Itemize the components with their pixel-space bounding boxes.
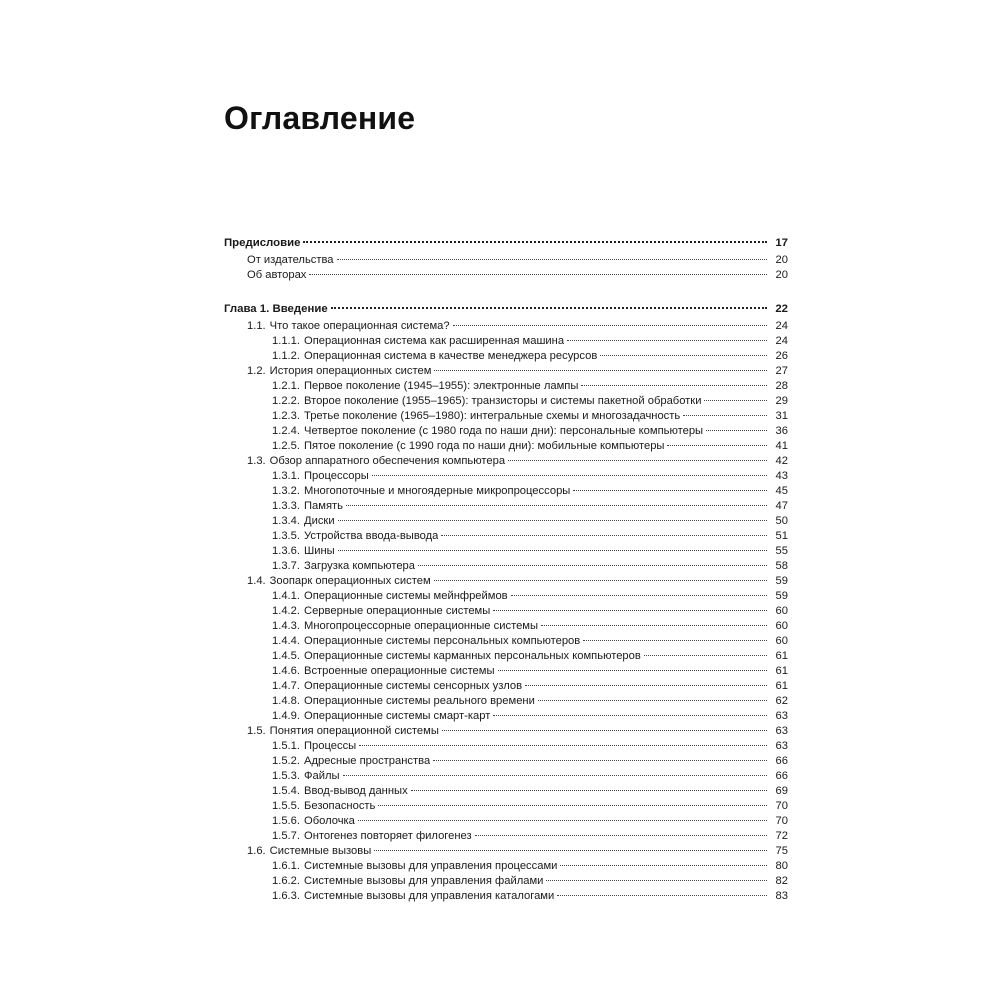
toc-section-entry[interactable] [224, 844, 788, 859]
toc-chapter-entry[interactable] [224, 234, 788, 253]
toc-entry-number: 1.2.4. [272, 425, 300, 437]
toc-entry-number: 1.3.6. [272, 545, 300, 557]
toc-entry-title: Системные вызовы для управления файлами [304, 875, 544, 887]
toc-subsection-entry[interactable] [224, 679, 788, 694]
toc-entry-page-number: 61 [775, 665, 788, 677]
toc-entry-number: 1.4.3. [272, 620, 300, 632]
dot-leader [508, 460, 767, 461]
dot-leader [309, 274, 767, 275]
toc-entry-title: Диски [304, 515, 335, 527]
toc-entry-number: 1.3.5. [272, 530, 300, 542]
toc-section-entry[interactable] [224, 724, 788, 739]
toc-section-entry[interactable] [224, 454, 788, 469]
dot-leader [358, 820, 767, 821]
toc-entry-title: Зоопарк операционных систем [269, 575, 431, 587]
toc-entry-page-number: 63 [775, 725, 788, 737]
dot-leader [434, 580, 767, 581]
toc-entry-title: Многопроцессорные операционные системы [304, 620, 539, 632]
toc-subsection-entry[interactable] [224, 634, 788, 649]
dot-leader [581, 385, 767, 386]
toc-entry-page-number: 47 [775, 500, 788, 512]
toc-entry-page-number: 31 [775, 410, 788, 422]
toc-subsection-entry[interactable] [224, 559, 788, 574]
toc-entry-page-number: 69 [775, 785, 788, 797]
page-title: Оглавление [224, 100, 416, 136]
dot-leader [378, 805, 767, 806]
toc-entry-title: Операционные системы персональных компьютеров [304, 635, 581, 647]
dot-leader [600, 355, 767, 356]
toc-entry-page-number: 83 [775, 890, 788, 902]
toc-entry-page-number: 58 [775, 560, 788, 572]
dot-leader [706, 430, 767, 431]
toc-entry-title: Память [304, 500, 343, 512]
toc-chapter-block [224, 300, 788, 904]
dot-leader [498, 670, 767, 671]
toc-subsection-entry[interactable] [224, 484, 788, 499]
toc-entry-number: 1.4.1. [272, 590, 300, 602]
dot-leader [359, 745, 767, 746]
dot-leader [583, 640, 767, 641]
toc-entry-page-number: 59 [775, 575, 788, 587]
dot-leader [434, 370, 767, 371]
toc-entry-number: 1.4.7. [272, 680, 300, 692]
toc-entry-number: 1.3.4. [272, 515, 300, 527]
toc-entry-title: Многопоточные и многоядерные микропроцессоры [304, 485, 571, 497]
dot-leader [493, 610, 767, 611]
toc-chapter-entry[interactable] [224, 300, 788, 319]
toc-entry-page-number: 28 [775, 380, 788, 392]
toc-entry-number: 1.3.7. [272, 560, 300, 572]
dot-leader [493, 715, 767, 716]
toc-subsection-entry[interactable] [224, 469, 788, 484]
toc-entry-title: Системные вызовы для управления процессами [304, 860, 558, 872]
toc-entry-title: Что такое операционная система? [269, 320, 450, 332]
toc-entry-title: Понятия операционной системы [269, 725, 439, 737]
dot-leader [433, 760, 767, 761]
dot-leader [411, 790, 767, 791]
toc-entry-page-number: 55 [775, 545, 788, 557]
toc-subsection-entry[interactable] [224, 769, 788, 784]
toc-entry-page-number: 60 [775, 620, 788, 632]
toc-entry-number: 1.1.1. [272, 335, 300, 347]
toc-subsection-entry[interactable] [224, 349, 788, 364]
toc-section-entry[interactable] [224, 574, 788, 589]
toc-entry-number: 1.4.8. [272, 695, 300, 707]
dot-leader [567, 340, 767, 341]
toc-subsection-entry[interactable] [224, 379, 788, 394]
toc-entry-title: Предисловие [224, 237, 301, 249]
toc-subsection-entry[interactable] [224, 889, 788, 904]
toc-entry-page-number: 66 [775, 770, 788, 782]
dot-leader [704, 400, 767, 401]
toc-entry-number: 1.4.5. [272, 650, 300, 662]
toc-entry-title: Системные вызовы для управления каталогами [304, 890, 555, 902]
toc-entry-page-number: 75 [775, 845, 788, 857]
dot-leader [538, 700, 767, 701]
toc-entry-number: 1.1.2. [272, 350, 300, 362]
toc-subsection-entry[interactable] [224, 829, 788, 844]
toc-entry-title: Пятое поколение (с 1990 года по наши дни): мобильные компьютеры [304, 440, 665, 452]
dot-leader [475, 835, 767, 836]
toc-entry-page-number: 45 [775, 485, 788, 497]
toc-entry-title: Операционные системы сенсорных узлов [304, 680, 523, 692]
toc-entry-page-number: 24 [775, 320, 788, 332]
toc-entry-title: Операционная система как расширенная машина [304, 335, 565, 347]
toc-subsection-entry[interactable] [224, 544, 788, 559]
toc-entry-title: Процессоры [304, 470, 369, 482]
toc-entry-title: Оболочка [304, 815, 355, 827]
toc-subsection-entry[interactable] [224, 589, 788, 604]
toc-entry-title: Первое поколение (1945–1955): электронные лампы [304, 380, 579, 392]
toc-section-entry[interactable] [224, 253, 788, 268]
toc-entry-page-number: 26 [775, 350, 788, 362]
dot-leader [346, 505, 767, 506]
toc-entry-number: 1.2.5. [272, 440, 300, 452]
toc-entry-number: 1.3.1. [272, 470, 300, 482]
toc-entry-page-number: 66 [775, 755, 788, 767]
toc-entry-number: 1.4. [247, 575, 266, 587]
toc-entry-title: Шины [304, 545, 335, 557]
toc-entry-page-number: 72 [775, 830, 788, 842]
dot-leader [374, 850, 767, 851]
toc-subsection-entry[interactable] [224, 499, 788, 514]
toc-subsection-entry[interactable] [224, 514, 788, 529]
toc-entry-title: Системные вызовы [269, 845, 372, 857]
toc-entry-number: 1.3. [247, 455, 266, 467]
toc-entry-title: Четвертое поколение (с 1980 года по наши дни): персональные компьютеры [304, 425, 704, 437]
dot-leader [667, 445, 767, 446]
toc-section-entry[interactable] [224, 268, 788, 283]
toc-entry-number: 1.5.3. [272, 770, 300, 782]
toc-entry-title: Онтогенез повторяет филогенез [304, 830, 472, 842]
dot-leader [557, 895, 767, 896]
table-of-contents [224, 234, 788, 904]
toc-entry-page-number: 63 [775, 710, 788, 722]
toc-entry-page-number: 24 [775, 335, 788, 347]
toc-subsection-entry[interactable] [224, 394, 788, 409]
toc-entry-number: 1.4.2. [272, 605, 300, 617]
toc-entry-title: Глава 1. Введение [224, 303, 328, 315]
toc-entry-title: Операционная система в качестве менеджера ресурсов [304, 350, 598, 362]
toc-entry-number: 1.5.4. [272, 785, 300, 797]
toc-subsection-entry[interactable] [224, 754, 788, 769]
toc-entry-title: От издательства [247, 254, 334, 266]
dot-leader [337, 259, 767, 260]
toc-subsection-entry[interactable] [224, 709, 788, 724]
toc-entry-number: 1.6.1. [272, 860, 300, 872]
toc-entry-number: 1.4.4. [272, 635, 300, 647]
toc-entry-page-number: 60 [775, 605, 788, 617]
toc-entry-page-number: 50 [775, 515, 788, 527]
dot-leader [338, 520, 767, 521]
toc-entry-number: 1.2.3. [272, 410, 300, 422]
dot-leader [338, 550, 767, 551]
toc-subsection-entry[interactable] [224, 874, 788, 889]
dot-leader [441, 535, 767, 536]
toc-subsection-entry[interactable] [224, 784, 788, 799]
toc-entry-number: 1.3.3. [272, 500, 300, 512]
toc-subsection-entry[interactable] [224, 334, 788, 349]
toc-entry-page-number: 70 [775, 815, 788, 827]
toc-entry-title: История операционных систем [269, 365, 432, 377]
toc-entry-page-number: 60 [775, 635, 788, 647]
toc-entry-number: 1.5. [247, 725, 266, 737]
toc-entry-title: Операционные системы мейнфреймов [304, 590, 508, 602]
toc-entry-title: Процессы [304, 740, 357, 752]
toc-entry-number: 1.2.1. [272, 380, 300, 392]
toc-entry-number: 1.2. [247, 365, 266, 377]
toc-subsection-entry[interactable] [224, 694, 788, 709]
toc-entry-page-number: 51 [775, 530, 788, 542]
dot-leader [331, 307, 767, 309]
toc-subsection-entry[interactable] [224, 799, 788, 814]
toc-entry-page-number: 82 [775, 875, 788, 887]
dot-leader [511, 595, 767, 596]
toc-entry-page-number: 63 [775, 740, 788, 752]
toc-entry-number: 1.5.7. [272, 830, 300, 842]
toc-entry-title: Безопасность [304, 800, 376, 812]
toc-subsection-entry[interactable] [224, 439, 788, 454]
toc-entry-title: Серверные операционные системы [304, 605, 491, 617]
toc-entry-title: Обзор аппаратного обеспечения компьютера [269, 455, 506, 467]
toc-entry-page-number: 62 [775, 695, 788, 707]
dot-leader [343, 775, 767, 776]
toc-entry-title: Операционные системы смарт-карт [304, 710, 491, 722]
toc-entry-page-number: 20 [775, 269, 788, 281]
dot-leader [525, 685, 767, 686]
toc-subsection-entry[interactable] [224, 859, 788, 874]
toc-subsection-entry[interactable] [224, 664, 788, 679]
toc-entry-title: Операционные системы реального времени [304, 695, 535, 707]
toc-entry-title: Второе поколение (1955–1965): транзисторы и системы пакетной обработки [304, 395, 702, 407]
dot-leader [573, 490, 767, 491]
toc-section-entry[interactable] [224, 364, 788, 379]
toc-chapter-block [224, 234, 788, 283]
toc-entry-title: Загрузка компьютера [304, 560, 415, 572]
toc-entry-page-number: 22 [775, 303, 788, 315]
toc-entry-page-number: 29 [775, 395, 788, 407]
toc-entry-title: Адресные пространства [304, 755, 431, 767]
toc-entry-page-number: 59 [775, 590, 788, 602]
toc-subsection-entry[interactable] [224, 649, 788, 664]
toc-entry-title: Ввод-вывод данных [304, 785, 408, 797]
toc-entry-number: 1.6.3. [272, 890, 300, 902]
dot-leader [541, 625, 767, 626]
toc-entry-number: 1.5.2. [272, 755, 300, 767]
dot-leader [453, 325, 767, 326]
toc-entry-page-number: 70 [775, 800, 788, 812]
toc-entry-number: 1.6. [247, 845, 266, 857]
toc-subsection-entry[interactable] [224, 409, 788, 424]
toc-entry-number: 1.5.6. [272, 815, 300, 827]
toc-entry-page-number: 27 [775, 365, 788, 377]
toc-subsection-entry[interactable] [224, 604, 788, 619]
toc-entry-number: 1.4.6. [272, 665, 300, 677]
dot-leader [418, 565, 767, 566]
toc-entry-title: Встроенные операционные системы [304, 665, 495, 677]
toc-entry-page-number: 17 [775, 237, 788, 249]
toc-subsection-entry[interactable] [224, 529, 788, 544]
toc-entry-title: Операционные системы карманных персональных компьютеров [304, 650, 641, 662]
toc-entry-title: Файлы [304, 770, 340, 782]
toc-entry-number: 1.5.1. [272, 740, 300, 752]
toc-entry-title: Третье поколение (1965–1980): интегральные схемы и многозадачность [304, 410, 681, 422]
toc-section-entry[interactable] [224, 319, 788, 334]
toc-entry-page-number: 36 [775, 425, 788, 437]
toc-entry-title: Устройства ввода-вывода [304, 530, 439, 542]
dot-leader [442, 730, 767, 731]
dot-leader [546, 880, 767, 881]
dot-leader [683, 415, 767, 416]
toc-entry-title: Об авторах [247, 269, 307, 281]
toc-subsection-entry[interactable] [224, 619, 788, 634]
toc-entry-page-number: 61 [775, 680, 788, 692]
toc-subsection-entry[interactable] [224, 814, 788, 829]
dot-leader [644, 655, 767, 656]
toc-entry-number: 1.4.9. [272, 710, 300, 722]
dot-leader [560, 865, 767, 866]
toc-entry-page-number: 20 [775, 254, 788, 266]
toc-entry-page-number: 42 [775, 455, 788, 467]
toc-entry-page-number: 80 [775, 860, 788, 872]
dot-leader [303, 241, 767, 243]
toc-entry-number: 1.5.5. [272, 800, 300, 812]
toc-subsection-entry[interactable] [224, 424, 788, 439]
toc-entry-page-number: 41 [775, 440, 788, 452]
toc-entry-number: 1.3.2. [272, 485, 300, 497]
toc-entry-page-number: 43 [775, 470, 788, 482]
toc-entry-page-number: 61 [775, 650, 788, 662]
dot-leader [372, 475, 767, 476]
toc-subsection-entry[interactable] [224, 739, 788, 754]
toc-entry-number: 1.6.2. [272, 875, 300, 887]
toc-entry-number: 1.1. [247, 320, 266, 332]
toc-entry-number: 1.2.2. [272, 395, 300, 407]
